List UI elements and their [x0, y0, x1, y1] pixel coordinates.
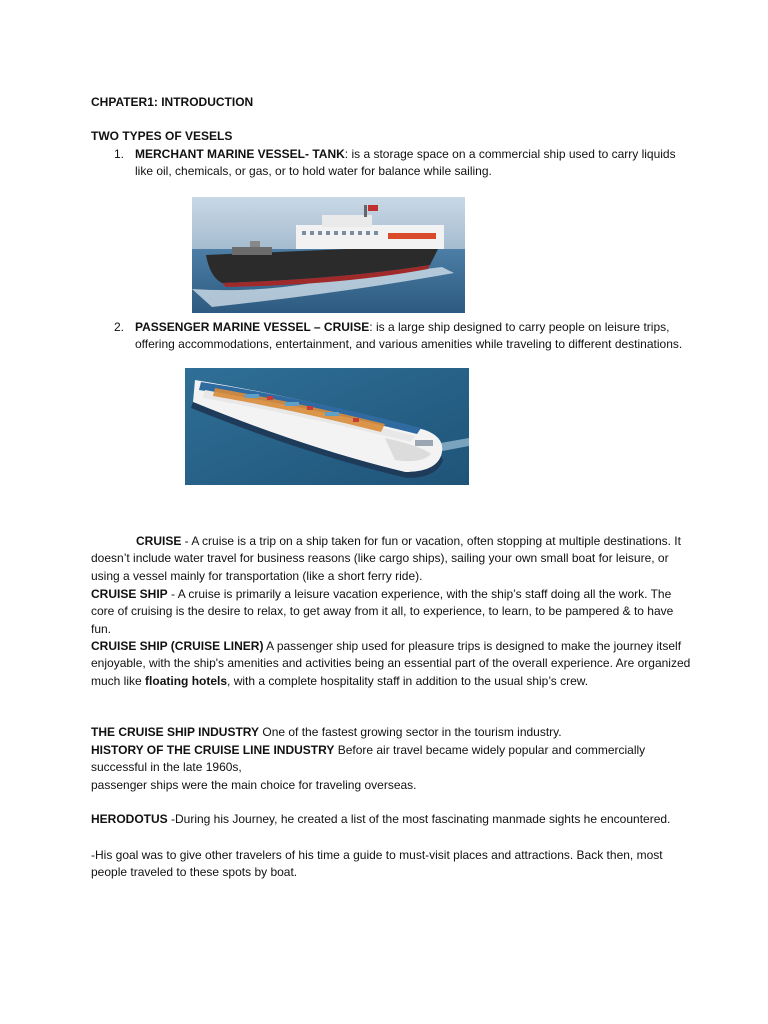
definition-cruise-ship: - A cruise is primarily a leisure vacation experience, with the ship’s staff doing all the work. The core of cruising is the desire to relax, to get away from it all, to experience, to learn, to be pampered & to have fun. [91, 587, 674, 636]
definition-history: Before air travel became widely popular and commercially successful in the late 1960s, [91, 743, 646, 775]
highlight-floating-hotels: floating hotels [145, 673, 228, 688]
herodotus-paragraph [91, 811, 691, 828]
history-paragraph [91, 742, 691, 777]
cruise-paragraph [91, 533, 691, 585]
term-history: HISTORY OF THE CRUISE LINE INDUSTRY [91, 743, 335, 757]
definition-herodotus: -During his Journey, he created a list of the most fascinating manmade sights he encountered. [167, 812, 671, 826]
section-title: TWO TYPES OF VESELS [91, 129, 233, 143]
list-number: 1. [114, 147, 125, 161]
definition-cruise: - A cruise is a trip on a ship taken for fun or vacation, often stopping at multiple destinations. It doesn’t include water travel for business reasons (like cargo ships), sailing your own small boat for leisure, or using a vessel mainly for transportation (like a short ferry ride). [91, 534, 681, 583]
definition-industry: One of the fastest growing sector in the tourism industry. [259, 725, 562, 739]
herodotus-continuation: -His goal was to give other travelers of his time a guide to must-visit places and attractions. Back then, most people traveled to these spots by boat. [91, 848, 663, 880]
cruise-ship-image [185, 368, 469, 485]
list-definition: : is a storage space on a commercial ship used to carry liquids like oil, chemicals, or gas, or to hold water for balance while sailing. [135, 147, 676, 179]
chapter-title: CHPATER1: INTRODUCTION [91, 95, 254, 109]
list-definition: : is a large ship designed to carry people on leisure trips, offering accommodations, entertainment, and various amenities while traveling to different destinations. [135, 320, 683, 352]
term-industry: THE CRUISE SHIP INDUSTRY [91, 725, 260, 739]
definition-cruise-liner-end: , with a complete hospitality staff in addition to the usual ship’s crew. [227, 673, 589, 688]
list-term: PASSENGER MARINE VESSEL – CRUISE [135, 320, 370, 334]
tanker-ship-image [192, 197, 465, 313]
list-term: MERCHANT MARINE VESSEL- TANK [135, 147, 345, 161]
term-herodotus: HERODOTUS [91, 812, 168, 826]
history-continuation: passenger ships were the main choice for traveling overseas. [91, 778, 417, 792]
cruise-liner-paragraph [91, 638, 691, 690]
list-text [135, 146, 695, 181]
term-cruise-liner: CRUISE SHIP (CRUISE LINER) [91, 639, 264, 653]
term-cruise-ship: CRUISE SHIP [91, 587, 168, 601]
industry-paragraph [91, 724, 691, 741]
cruise-ship-paragraph [91, 586, 691, 638]
term-cruise: CRUISE [136, 534, 182, 548]
list-number: 2. [114, 320, 125, 334]
list-text [135, 319, 695, 354]
definition-cruise-liner: A passenger ship used for pleasure trips is designed to make the journey itself enjoyable, with the ship's amenities and activities being an essential part of the overall experience. Are organized much like [91, 639, 691, 688]
